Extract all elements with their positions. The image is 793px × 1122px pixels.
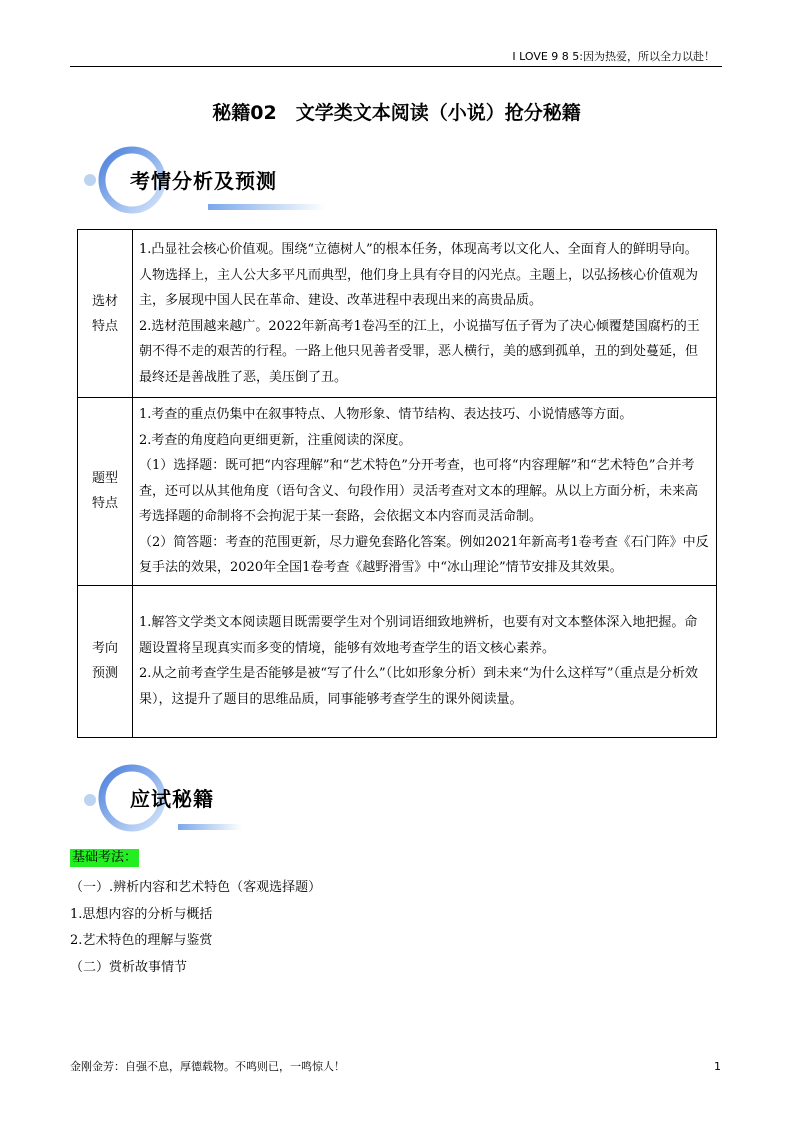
row-label-line: 题型 [91,471,118,487]
row-label [78,585,133,737]
row-label [78,398,133,586]
list-item: （二）赏析故事情节 [70,959,188,975]
paragraph: 1.解答文学类文本阅读题目既需要学生对个别词语细致地辨析，也要有对文本整体深入地把握。命题设置将呈现真实而多变的情境，能够有效地考查学生的语文核心素养。 [139,615,698,656]
paragraph: 1.凸显社会核心价值观。围绕“立德树人”的根本任务，体现高考以文化人、全面育人的鲜明导向。人物选择上，主人公大多平凡而典型，他们身上具有夺目的闪光点。主题上，以弘扬核心价值观为主，多展现中国人民在革命、建设、改革进程中表现出来的高贵品质。 [139,242,699,308]
row-label-line: 特点 [91,318,118,334]
paragraph: 1.考查的重点仍集中在叙事特点、人物形象、情节结构、表达技巧、小说情感等方面。 [139,407,633,422]
row-label-line: 考向 [91,641,118,656]
paragraph: 2.选材范围越来越广。2022年新高考1卷冯至的江上，小说描写伍子胥为了决心倾覆楚国腐朽的王朝不得不走的艰苦的行程。一路上他只见善者受罪，恶人横行，美的感到孤单，丑的到处蔓延，但最终还是善战胜了恶，美压倒了丑。 [139,318,700,385]
page-number: 1 [714,1060,721,1073]
section-banner-analysis [78,144,338,216]
section-title-analysis: 考情分析及预测 [130,169,277,193]
row-label-line: 预测 [91,666,118,681]
section-title-tips: 应试秘籍 [130,787,214,811]
header-rule [70,66,722,67]
row-label-line: 选材 [91,293,118,309]
row-label-line: 特点 [91,496,118,512]
paragraph: 2.考查的角度趋向更细更新，注重阅读的深度。 [139,432,412,448]
document-title: 秘籍02 文学类文本阅读（小说）抢分秘籍 [212,102,581,124]
list-item: 2.艺术特色的理解与鉴赏 [70,933,213,948]
row-label [78,230,133,398]
paragraph: （2）简答题：考查的范围更新，尽力避免套路化答案。例如2021年新高考1卷考查《石门阵》中反复手法的效果，2020年全国1卷考查《越野滑雪》中“冰山理论”情节安排及其效果。 [139,534,709,575]
section-banner-tips [78,762,258,834]
paragraph: （1）选择题：既可把“内容理解”和“艺术特色”分开考查，也可将“内容理解”和“艺术特色”合并考查，还可以从其他角度（语句含义、句段作用）灵活考查对文本的理解。从以上方面分析，未来高考选择题的命制将不会拘泥于某一套路，会依据文本内容而灵活命制。 [139,458,699,524]
table-row [78,585,717,737]
row-content [133,585,717,737]
row-content [133,230,717,398]
methods-list [70,876,321,982]
page-header-text: I LOVE 9 8 5:因为热爱，所以全力以赴！ [512,50,715,63]
footer-motto: 金刚金芳：自强不息，厚德载物。不鸣则已，一鸣惊人！ [70,1060,345,1073]
row-content [133,398,717,586]
analysis-table [77,229,717,738]
list-item: 1.思想内容的分析与概括 [70,906,213,922]
table-row [78,230,717,398]
table-row [78,398,717,586]
basic-methods-heading: 基础考法： [72,850,138,865]
paragraph: 2.从之前考查学生是否能够是被“写了什么”（比如形象分析）到未来“为什么这样写”（重点是分析效果），这提升了题目的思维品质，同事能够考查学生的课外阅读量。 [139,666,698,707]
list-item: （一）.辨析内容和艺术特色（客观选择题） [70,880,322,895]
